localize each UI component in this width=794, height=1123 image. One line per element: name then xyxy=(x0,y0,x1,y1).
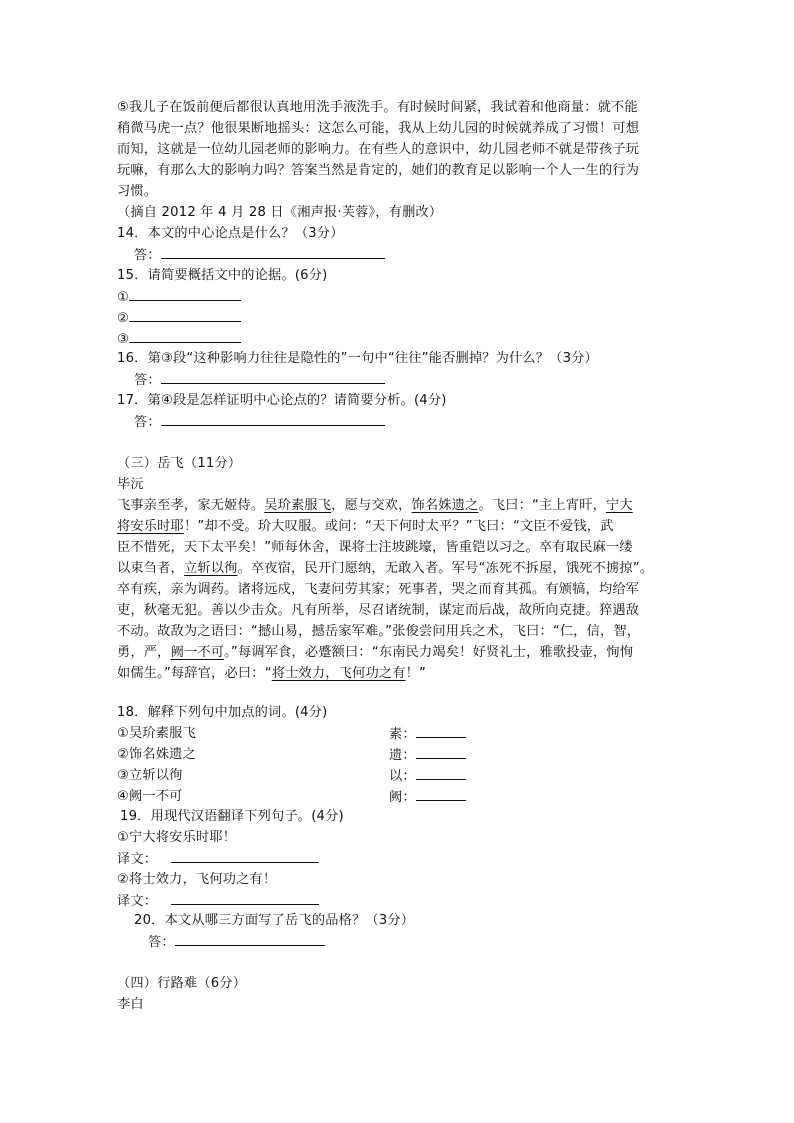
translation-blank-2[interactable] xyxy=(171,890,319,905)
yuefei-line-9 xyxy=(117,663,426,684)
q18-word: 素： xyxy=(389,727,416,742)
question-16: 16．第③段“这种影响力往往是隐性的”一句中“往往”能否删掉？为什么？（3分） xyxy=(117,351,598,366)
para5-line-4: 玩嘛，有那么大的影响力吗？答案当然是肯定的，她们的教育足以影响一个人一生的行为 xyxy=(117,163,640,178)
question-19: 19．用现代汉语翻译下列句子。(4分) xyxy=(120,809,344,824)
q18-word: 遗： xyxy=(389,748,416,763)
underlined-phrase: 将士效力，飞何功之有 xyxy=(271,666,406,681)
circled-number: ③ xyxy=(117,332,130,347)
yuefei-line-1 xyxy=(117,495,633,516)
source-citation: （摘自 2012 年 4 月 28 日《湘声报·芙蓉》，有删改） xyxy=(117,205,443,220)
q18-sentence: ①吴玠素服飞 xyxy=(117,726,196,741)
q18-word: 阙： xyxy=(389,790,416,805)
answer-15-row-3 xyxy=(117,328,241,350)
q18-blank-2[interactable] xyxy=(416,744,466,759)
translation-blank-1[interactable] xyxy=(171,848,319,863)
yuefei-line-5: 卒有疾，亲为调药。诸将远戍，飞妻问劳其家；死事者，哭之而育其孤。有颁犒，均给军 xyxy=(117,582,640,597)
text-run: 勇，严， xyxy=(117,645,171,660)
q18-blank-3[interactable] xyxy=(416,765,466,780)
underlined-phrase: 饰名姝遗之 xyxy=(411,498,479,513)
answer-17-row xyxy=(134,411,385,433)
q19-translation-1 xyxy=(117,848,319,870)
para5-line-1: ⑤我儿子在饭前便后都很认真地用洗手液洗手。有时候时间紧，我试着和他商量：就不能 xyxy=(117,100,638,115)
text-run: ！”却不受。玠大叹服。或问：“天下何时太平？”飞曰：“文臣不爱钱，武 xyxy=(183,519,614,534)
circled-number: ① xyxy=(117,290,130,305)
para5-line-5: 习惯。 xyxy=(117,184,158,199)
section-3-author: 毕沅 xyxy=(117,477,144,492)
underlined-phrase: 宁大 xyxy=(606,498,633,513)
yuefei-line-2 xyxy=(117,516,614,537)
yuefei-line-8 xyxy=(117,642,633,663)
question-18: 18．解释下列句中加点的词。(4分) xyxy=(117,705,328,720)
para5-line-2: 稍微马虎一点？他很果断地摇头：这怎么可能，我从上幼儿园的时候就养成了习惯！可想 xyxy=(117,121,640,136)
q18-sentence: ③立斩以徇 xyxy=(117,768,183,783)
question-15: 15．请简要概括文中的论据。(6分) xyxy=(117,268,328,283)
q19-sentence-2: ②将士效力，飞何功之有！ xyxy=(117,872,277,887)
circled-number: ② xyxy=(117,311,130,326)
section-4-title: （四）行路难（6分） xyxy=(117,976,247,991)
text-run: 。卒夜宿，民开门愿纳，无敢入者。军号“冻死不拆屋，饿死不掳掠”。 xyxy=(237,561,654,576)
text-run: 以束刍者， xyxy=(117,561,184,576)
question-14: 14．本文的中心论点是什么？（3分） xyxy=(117,226,344,241)
section-4-author: 李白 xyxy=(117,997,144,1012)
translation-label: 译文： xyxy=(117,852,158,867)
yuefei-line-3: 臣不惜死，天下太平矣！”师每休舍，课将士注坡跳壕，皆重铠以习之。卒有取民麻一缕 xyxy=(117,540,633,555)
answer-16-row xyxy=(134,369,385,391)
q18-blank-4[interactable] xyxy=(416,786,466,801)
question-17: 17．第④段是怎样证明中心论点的？请简要分析。(4分) xyxy=(117,393,447,408)
q18-item-2 xyxy=(117,744,416,765)
yuefei-line-6: 吏，秋毫无犯。善以少击众。凡有所举，尽召诸统制，谋定而后战，故所向克捷。猝遇敌 xyxy=(117,603,640,618)
q18-item-4 xyxy=(117,786,416,807)
q18-item-1 xyxy=(117,723,416,744)
yuefei-line-7: 不动。故敌为之语曰：“撼山易，撼岳家军难。”张俊尝问用兵之术，飞曰：“仁，信，智， xyxy=(117,624,641,639)
answer-15-blank-3[interactable] xyxy=(129,328,241,343)
answer-label: 答： xyxy=(134,373,161,388)
q18-sentence: ④阙一不可 xyxy=(117,789,183,804)
underlined-phrase: 吴玠素服飞 xyxy=(264,498,332,513)
para5-line-3: 而知，这就是一位幼儿园老师的影响力。在有些人的意识中，幼儿园老师不就是带孩子玩 xyxy=(117,142,640,157)
answer-20-blank[interactable] xyxy=(175,931,325,946)
text-run: 。飞曰：“主上宵旰， xyxy=(478,498,606,513)
answer-17-blank[interactable] xyxy=(161,411,385,426)
q18-sentence: ②饰名姝遗之 xyxy=(117,747,196,762)
underlined-phrase: 立斩以徇 xyxy=(183,561,238,576)
underlined-phrase: 将安乐时耶 xyxy=(117,519,184,534)
answer-15-blank-1[interactable] xyxy=(129,286,241,301)
text-run: 飞事亲至孝，家无姬侍。 xyxy=(117,498,265,513)
answer-14-row xyxy=(134,244,385,266)
answer-15-blank-2[interactable] xyxy=(129,307,241,322)
section-3-title: （三）岳飞（11分） xyxy=(117,456,242,471)
q19-translation-2 xyxy=(117,890,319,912)
answer-label: 答： xyxy=(134,248,161,263)
translation-label: 译文： xyxy=(117,894,158,909)
q18-word: 以： xyxy=(389,769,416,784)
answer-15-row-1 xyxy=(117,286,241,308)
q18-item-3 xyxy=(117,765,416,786)
answer-20-row xyxy=(148,931,325,953)
text-run: ！” xyxy=(405,666,427,681)
yuefei-line-4 xyxy=(117,558,653,579)
q18-blank-1[interactable] xyxy=(416,723,466,738)
answer-label: 答： xyxy=(134,415,161,430)
underlined-phrase: 阙一不可 xyxy=(170,645,225,660)
question-20: 20．本文从哪三方面写了岳飞的品格？（3分） xyxy=(134,913,415,928)
answer-16-blank[interactable] xyxy=(161,369,385,384)
q19-sentence-1: ①宁大将安乐时耶！ xyxy=(117,830,237,845)
answer-label: 答： xyxy=(148,935,175,950)
answer-14-blank[interactable] xyxy=(161,244,385,259)
text-run: 如儒生。”每辞官，必曰：“ xyxy=(117,666,272,681)
text-run: 。”每调军食，必蹙额曰：“东南民力竭矣！好贤礼士，雅歌投壶，恂恂 xyxy=(224,645,634,660)
answer-15-row-2 xyxy=(117,307,241,329)
text-run: ，愿与交欢， xyxy=(331,498,412,513)
